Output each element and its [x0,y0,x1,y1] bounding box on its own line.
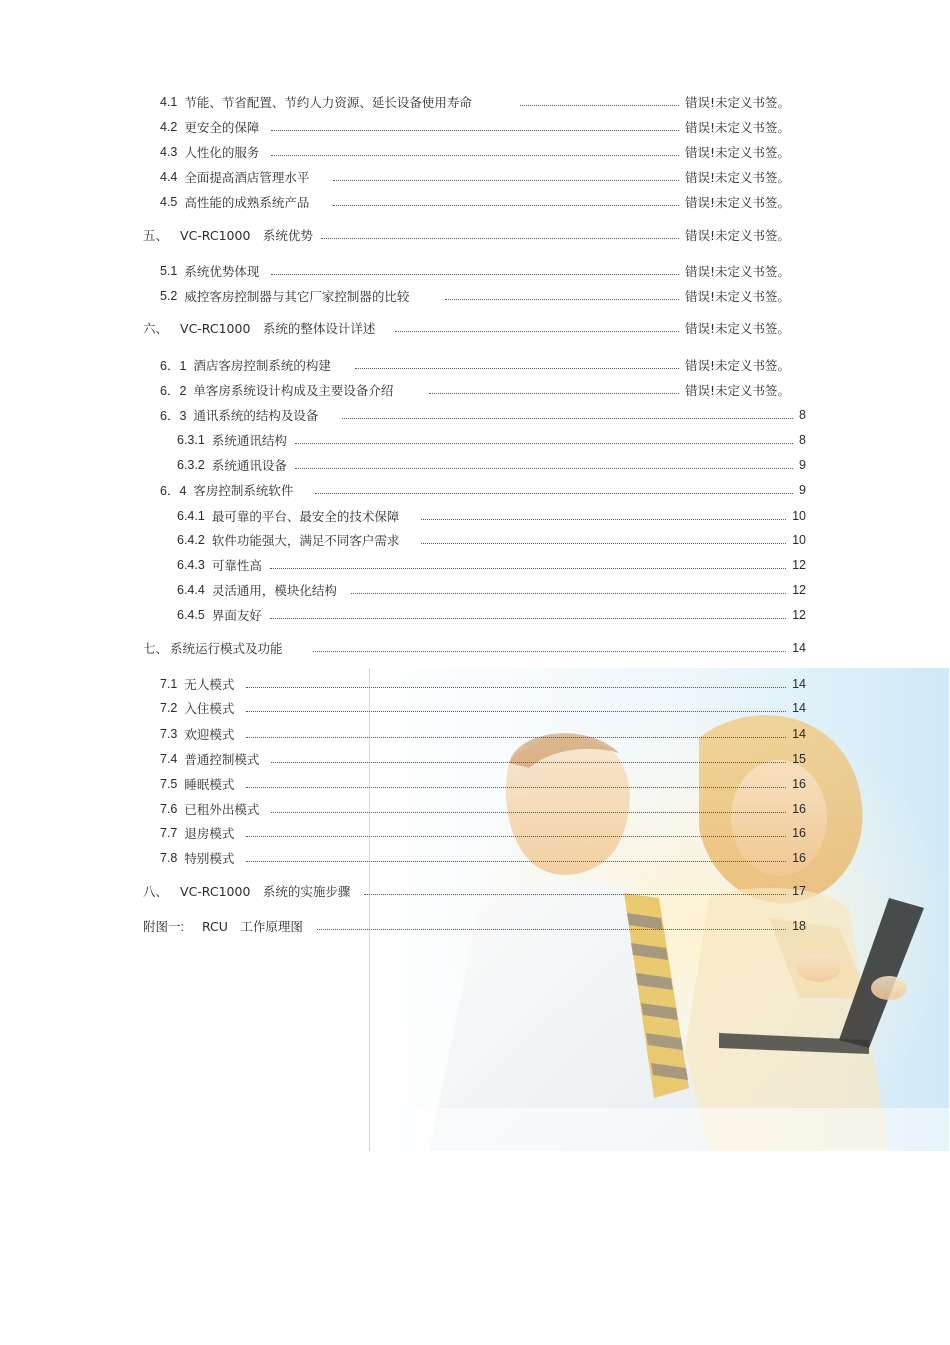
toc-entry-page: 12 [792,583,806,597]
toc-entry-title: 系统优势体现 [184,264,260,279]
toc-entry-number: 八、 [143,885,169,899]
toc-entry-number: 6．2 [160,384,187,398]
toc-leader [321,237,679,239]
toc-entry[interactable] [160,698,806,718]
toc-entry[interactable] [160,480,806,500]
toc-entry-page: 9 [799,483,806,497]
toc-entry-number: 6．1 [160,359,187,373]
toc-leader [364,893,786,895]
toc-entry-number: 7.6 [160,802,178,816]
toc-entry[interactable] [160,405,806,425]
toc-entry-page: 错误!未定义书签。 [684,321,790,336]
toc-entry-number: 4.1 [160,95,178,109]
toc-entry-page: 10 [792,533,806,547]
toc-entry-page: 14 [792,677,806,691]
toc-entry-title: 入住模式 [184,701,235,716]
toc-leader [246,835,786,837]
toc-entry-page: 错误!未定义书签。 [684,358,790,373]
toc-entry-number: 4.2 [160,120,178,134]
toc-leader [271,154,679,156]
toc-entry[interactable] [160,674,806,694]
toc-entry-title: VC-RC1000 系统优势 [180,228,313,243]
toc-entry-page: 12 [792,558,806,572]
toc-entry[interactable] [177,605,806,625]
toc-entry-title: 系统通讯设备 [211,458,287,473]
toc-entry[interactable] [160,355,790,375]
toc-entry[interactable] [160,261,790,281]
toc-leader [429,392,679,394]
toc-leader [271,761,786,763]
toc-entry[interactable] [177,506,806,526]
toc-entry-page: 错误!未定义书签。 [684,120,790,135]
toc-entry-page: 8 [799,433,806,447]
toc-entry-page: 9 [799,458,806,472]
toc-entry-number: 附图一: [143,920,184,934]
toc-entry-number: 4.5 [160,195,178,209]
toc-leader [246,860,786,862]
toc-leader [520,104,679,106]
toc-entry-number: 5.2 [160,289,178,303]
toc-leader [351,592,786,594]
toc-entry[interactable] [160,774,806,794]
toc-entry-title: 酒店客房控制系统的构建 [193,358,331,373]
toc-entry[interactable] [160,823,806,843]
toc-leader [271,811,786,813]
toc-entry[interactable] [177,580,806,600]
toc-entry[interactable] [160,848,806,868]
toc-entry-title: 节能、节省配置、节约人力资源、延长设备使用寿命 [184,95,472,110]
toc-entry[interactable] [160,192,790,212]
toc-entry-number: 6.4.1 [177,509,205,523]
toc-entry-number: 6.4.4 [177,583,205,597]
toc-entry-page: 14 [792,727,806,741]
toc-leader [295,467,793,469]
toc-entry-title: 无人模式 [184,677,235,692]
toc-leader [246,710,786,712]
toc-entry-number: 5.1 [160,264,178,278]
toc-entry-title: 睡眠模式 [184,777,235,792]
toc-entry[interactable] [160,92,790,112]
toc-entry-number: 七、 [143,642,169,656]
toc-leader [271,129,679,131]
toc-entry-page: 错误!未定义书签。 [684,195,790,210]
toc-entry-title: VC-RC1000 系统的整体设计详述 [180,321,376,336]
toc-entry-title: 普通控制模式 [184,752,260,767]
toc-leader [271,273,679,275]
toc-entry-number: 7.1 [160,677,178,691]
toc-leader [333,179,679,181]
toc-entry-title: 更安全的保障 [184,120,260,135]
toc-entry-page: 错误!未定义书签。 [684,383,790,398]
toc-appendix-entry[interactable] [143,916,806,936]
toc-entry-number: 7.5 [160,777,178,791]
toc-entry-number: 6.4.5 [177,608,205,622]
toc-entry-title: RCU 工作原理图 [201,919,303,934]
toc-entry-number: 7.8 [160,851,178,865]
toc-entry-page: 8 [799,408,806,422]
toc-entry-page: 错误!未定义书签。 [684,289,790,304]
toc-entry-number: 7.2 [160,701,178,715]
toc-entry-number: 六、 [143,322,169,336]
toc-entry-title: 可靠性高 [211,558,262,573]
toc-entry-page: 16 [792,777,806,791]
toc-leader [317,928,786,930]
toc-chapter-entry[interactable] [143,881,806,901]
toc-entry-page: 16 [792,851,806,865]
toc-entry-number: 7.3 [160,727,178,741]
toc-entry-number: 7.7 [160,826,178,840]
toc-entry[interactable] [177,455,806,475]
toc-entry-number: 6.4.2 [177,533,205,547]
toc-leader [445,298,679,300]
toc-leader [295,442,793,444]
toc-leader [313,650,787,652]
toc-entry-title: 欢迎模式 [184,727,235,742]
toc-entry[interactable] [177,555,806,575]
toc-entry-page: 16 [792,826,806,840]
toc-leader [421,518,786,520]
toc-entry-page: 错误!未定义书签。 [684,170,790,185]
toc-entry[interactable] [177,530,806,550]
toc-entry-page: 14 [792,701,806,715]
toc-entry-title: 已租外出模式 [184,802,260,817]
toc-entry[interactable] [160,749,806,769]
toc-entry-title: 灵活通用，模块化结构 [211,583,337,598]
toc-entry-page: 错误!未定义书签。 [684,228,790,243]
toc-entry-number: 6．3 [160,409,187,423]
toc-entry-page: 12 [792,608,806,622]
toc-entry-number: 7.4 [160,752,178,766]
toc-leader [421,542,786,544]
toc-entry-page: 15 [792,752,806,766]
toc-entry-page: 10 [792,509,806,523]
toc-chapter-entry[interactable] [143,638,806,658]
toc-leader [270,567,786,569]
toc-entry-title: 人性化的服务 [184,145,260,160]
toc-leader [395,330,679,332]
toc-leader [333,204,679,206]
toc-entry[interactable] [177,430,806,450]
toc-entry-title: 全面提高酒店管理水平 [184,170,310,185]
toc-entry-page: 错误!未定义书签。 [684,95,790,110]
toc-leader [342,417,793,419]
toc-entry-title: 系统通讯结构 [211,433,287,448]
toc-entry-page: 14 [792,641,806,655]
toc-entry-title: 威控客房控制器与其它厂家控制器的比较 [184,289,410,304]
toc-entry-title: 特别模式 [184,851,235,866]
toc-entry[interactable] [160,380,790,400]
toc-entry-number: 6.3.2 [177,458,205,472]
toc-entry[interactable] [160,799,806,819]
toc-leader [270,617,786,619]
toc-entry-number: 6．4 [160,484,187,498]
toc-entry[interactable] [160,142,790,162]
toc-entry-title: 客房控制系统软件 [193,483,294,498]
toc-entry[interactable] [160,724,806,744]
toc-entry-title: 系统运行模式及功能 [170,641,283,656]
toc-entry-title: 通讯系统的结构及设备 [193,408,319,423]
toc-entry-title: 单客房系统设计构成及主要设备介绍 [193,383,394,398]
toc-entry-title: 最可靠的平台、最安全的技术保障 [211,509,400,524]
toc-entry-number: 4.4 [160,170,178,184]
toc-chapter-entry[interactable] [143,318,790,338]
toc-entry-number: 6.3.1 [177,433,205,447]
toc-entry[interactable] [160,286,790,306]
toc-leader [246,786,786,788]
toc-entry-number: 4.3 [160,145,178,159]
toc-leader [246,736,786,738]
toc-entry-page: 错误!未定义书签。 [684,264,790,279]
toc-entry-page: 错误!未定义书签。 [684,145,790,160]
toc-entry-page: 17 [792,884,806,898]
toc-entry-page: 18 [792,919,806,933]
toc-entry-title: 高性能的成熟系统产品 [184,195,310,210]
toc-entry-title: 软件功能强大，满足不同客户需求 [211,533,400,548]
toc-entry-title: 退房模式 [184,826,235,841]
toc-entry[interactable] [160,117,790,137]
toc-entry-number: 五、 [143,229,169,243]
toc-chapter-entry[interactable] [143,225,790,245]
toc-entry[interactable] [160,167,790,187]
toc-leader [355,367,679,369]
toc-leader [315,492,793,494]
toc-entry-number: 6.4.3 [177,558,205,572]
toc-entry-page: 16 [792,802,806,816]
toc-entry-title: VC-RC1000 系统的实施步骤 [180,884,351,899]
toc-entry-title: 界面友好 [211,608,262,623]
toc-leader [246,686,786,688]
